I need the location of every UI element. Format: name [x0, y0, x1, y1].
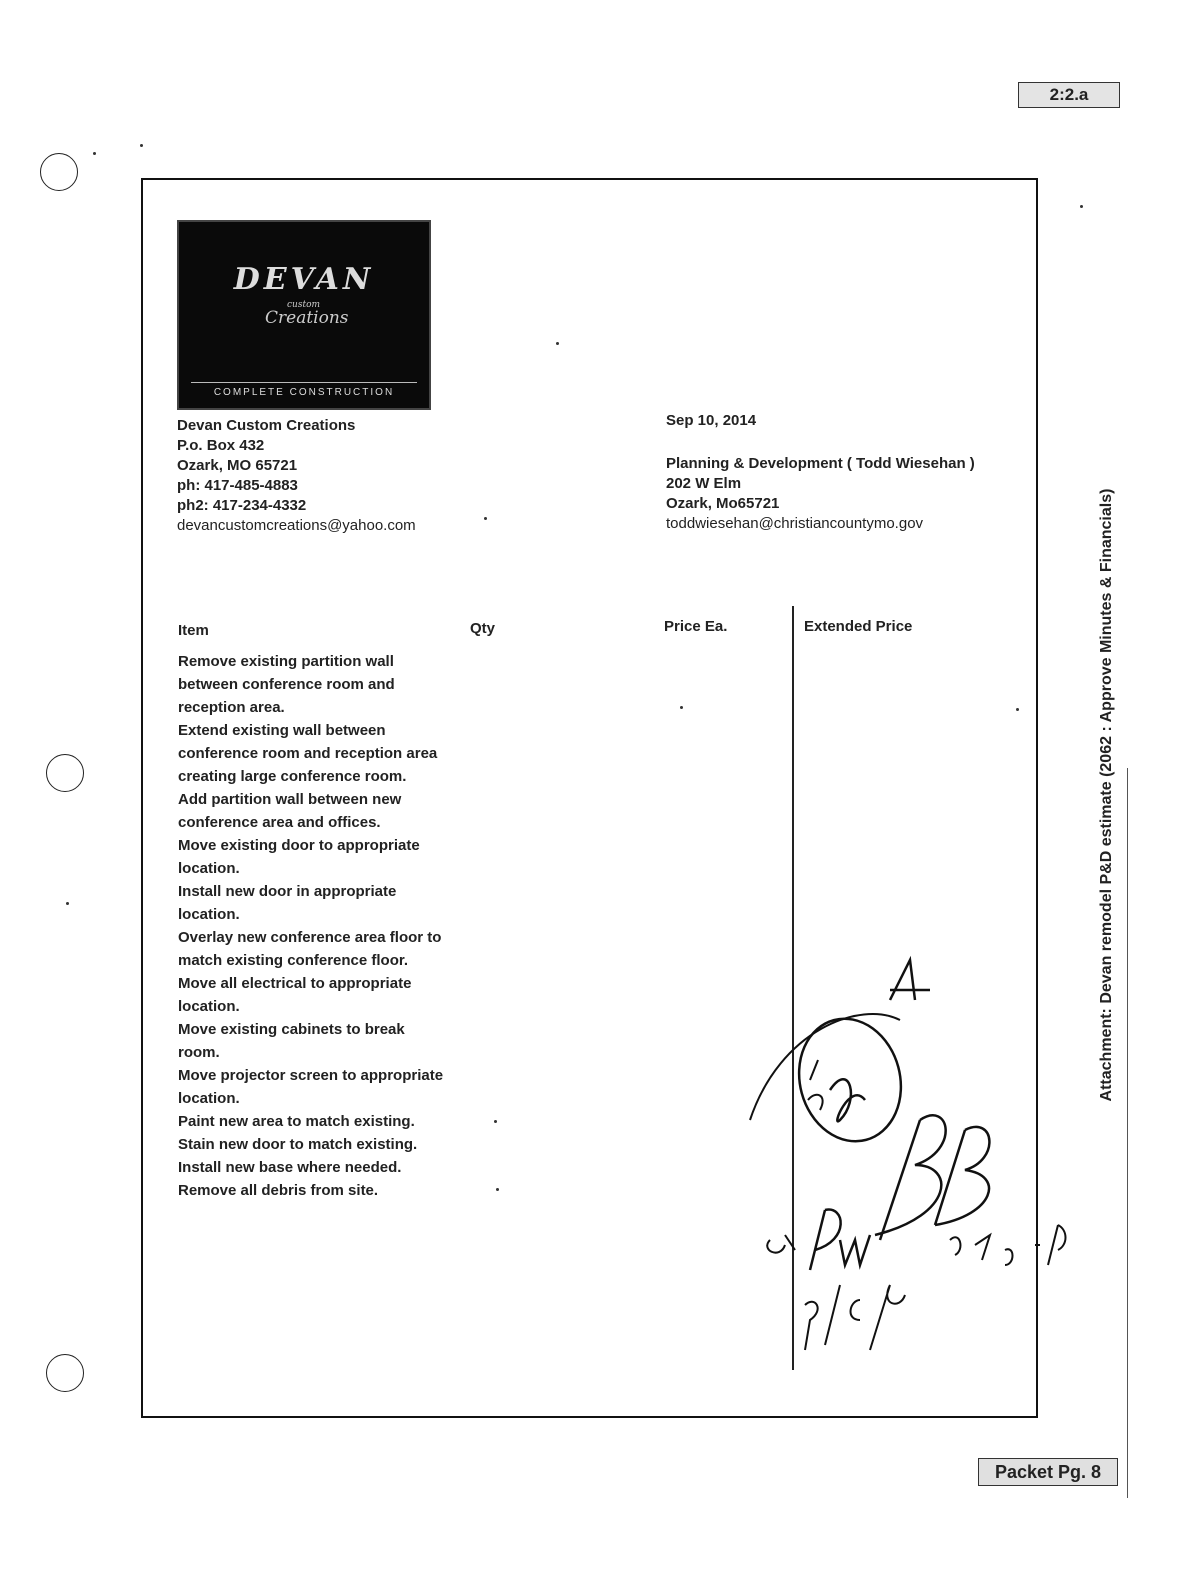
logo-sub-text: custom: [287, 300, 321, 310]
list-item: Move all electrical to appropriate location.: [178, 975, 412, 1015]
column-header-item: Item: [178, 622, 209, 639]
page-reference-tag: 2:2.a: [1018, 82, 1120, 108]
scan-speck: [484, 517, 487, 520]
logo-sub-text: Creations: [265, 308, 349, 328]
recipient-name: Planning & Development ( Todd Wiesehan ): [666, 455, 975, 472]
sender-po-box: P.o. Box 432: [177, 437, 265, 454]
list-item: Extend existing wall between conference room and reception area creating large conference room.: [178, 722, 438, 785]
list-item: Stain new door to match existing.: [178, 1136, 418, 1153]
sender-name: Devan Custom Creations: [177, 417, 356, 434]
scan-speck: [66, 902, 69, 905]
scan-speck: [556, 342, 559, 345]
item-list: [178, 650, 450, 1202]
list-item: Add partition wall between new conference area and offices.: [178, 791, 402, 831]
list-item: Remove all debris from site.: [178, 1182, 379, 1199]
scan-speck: [494, 1120, 497, 1123]
recipient-email: toddwiesehan@christiancountymo.gov: [666, 515, 924, 532]
list-item: Install new door in appropriate location.: [178, 883, 397, 923]
company-logo: [177, 220, 431, 410]
binder-hole: [46, 754, 84, 792]
list-item: Move projector screen to appropriate location.: [178, 1067, 444, 1107]
list-item: Overlay new conference area floor to match existing conference floor.: [178, 929, 442, 969]
list-item: Install new base where needed.: [178, 1159, 402, 1176]
sender-city: Ozark, MO 65721: [177, 457, 298, 474]
attachment-label: Attachment: Devan remodel P&D estimate (2062 : Approve Minutes & Financials): [1098, 488, 1115, 1102]
scan-speck: [680, 706, 683, 709]
scan-speck: [1016, 708, 1019, 711]
recipient-street: 202 W Elm: [666, 475, 742, 492]
recipient-city: Ozark, Mo65721: [666, 495, 780, 512]
sender-phone: ph: 417-485-4883: [177, 477, 298, 494]
column-header-qty: Qty: [470, 620, 496, 637]
list-item: Move existing cabinets to break room.: [178, 1021, 405, 1061]
recipient-address-block: [666, 454, 975, 534]
column-header-price: Price Ea.: [664, 618, 728, 635]
scan-speck: [1080, 205, 1083, 208]
logo-tagline: COMPLETE CONSTRUCTION: [191, 382, 417, 398]
handwritten-approval-marks: [740, 940, 1100, 1360]
list-item: Remove existing partition wall between conference room and reception area.: [178, 653, 395, 716]
list-item: Move existing door to appropriate location.: [178, 837, 420, 877]
packet-page-tag: Packet Pg. 8: [978, 1458, 1118, 1486]
scan-speck: [496, 1188, 499, 1191]
sender-address-block: [177, 416, 416, 536]
sender-email: devancustomcreations@yahoo.com: [177, 517, 416, 534]
margin-rule: [1127, 768, 1128, 1498]
scan-speck: [140, 144, 143, 147]
logo-main-text: DEVAN: [233, 262, 375, 297]
estimate-date: Sep 10, 2014: [666, 412, 757, 429]
column-header-extended-price: Extended Price: [804, 618, 913, 635]
scan-speck: [93, 152, 96, 155]
list-item: Paint new area to match existing.: [178, 1113, 415, 1130]
binder-hole: [40, 153, 78, 191]
sender-phone-2: ph2: 417-234-4332: [177, 497, 307, 514]
binder-hole: [46, 1354, 84, 1392]
